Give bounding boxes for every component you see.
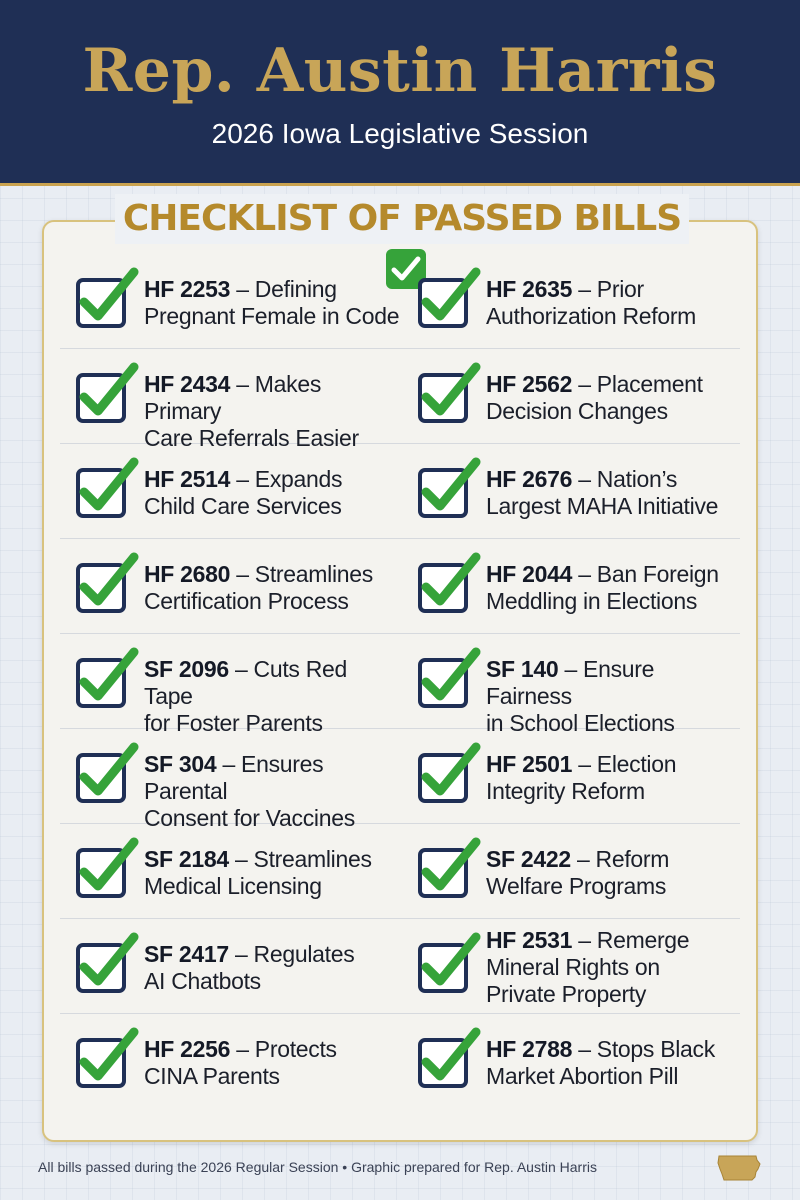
bill-text bbox=[144, 466, 400, 520]
bill-description: – Prior bbox=[572, 276, 644, 302]
bill-item bbox=[402, 1014, 742, 1109]
bill-code: HF 2635 bbox=[486, 276, 573, 302]
checked-box-icon bbox=[76, 1028, 126, 1078]
bill-description: – Ban Foreign bbox=[572, 561, 719, 587]
bill-item bbox=[402, 919, 742, 1014]
bill-description: – Ensures Parental bbox=[144, 751, 324, 804]
footer-note: All bills passed during the 2026 Regular Session • Graphic prepared for Rep. Austin Harris bbox=[38, 1159, 597, 1175]
bill-item bbox=[60, 634, 400, 736]
bill-code: HF 2676 bbox=[486, 466, 573, 492]
bill-description: – Placement bbox=[572, 371, 703, 397]
bill-item bbox=[60, 349, 400, 451]
checked-box-icon bbox=[76, 553, 126, 603]
bill-description: – Streamlines bbox=[228, 846, 372, 872]
bill-code: SF 2422 bbox=[486, 846, 571, 872]
bill-description: Meddling in Elections bbox=[486, 588, 698, 614]
bill-text bbox=[144, 846, 400, 900]
bill-description: – Nation’s bbox=[572, 466, 678, 492]
bill-description: – Reform bbox=[570, 846, 670, 872]
checklist-row bbox=[60, 1014, 740, 1109]
checklist-title-wrap bbox=[112, 194, 692, 244]
bill-checklist bbox=[60, 254, 740, 1124]
bill-item bbox=[402, 729, 742, 824]
checked-box-icon bbox=[76, 933, 126, 983]
bill-text bbox=[486, 927, 742, 1008]
bill-item bbox=[402, 444, 742, 539]
bill-code: SF 304 bbox=[144, 751, 217, 777]
checked-box-icon bbox=[76, 743, 126, 793]
bill-description: Decision Changes bbox=[486, 398, 668, 424]
bill-description: Largest MAHA Initiative bbox=[486, 493, 719, 519]
bill-description: Child Care Services bbox=[144, 493, 342, 519]
checklist-title: CHECKLIST OF PASSED BILLS bbox=[115, 194, 689, 244]
bill-text bbox=[144, 561, 400, 615]
bill-text bbox=[144, 656, 400, 737]
checked-box-icon bbox=[418, 743, 468, 793]
bill-description: Pregnant Female in Code bbox=[144, 303, 400, 329]
bill-description: Welfare Programs bbox=[486, 873, 667, 899]
bill-description: Consent for Vaccines bbox=[144, 805, 355, 831]
checklist-row bbox=[60, 729, 740, 831]
bill-description: AI Chatbots bbox=[144, 968, 261, 994]
bill-description: Certification Process bbox=[144, 588, 349, 614]
checklist-row bbox=[60, 539, 740, 634]
bill-item bbox=[60, 254, 400, 349]
bill-code: SF 2417 bbox=[144, 941, 229, 967]
bill-code: SF 2184 bbox=[144, 846, 229, 872]
checked-box-icon bbox=[418, 1028, 468, 1078]
bill-text bbox=[486, 466, 742, 520]
checked-box-icon bbox=[76, 648, 126, 698]
bill-description: Integrity Reform bbox=[486, 778, 645, 804]
bill-item bbox=[60, 539, 400, 634]
checked-box-icon bbox=[76, 838, 126, 888]
bill-code: HF 2788 bbox=[486, 1036, 573, 1062]
bill-item bbox=[402, 824, 742, 919]
bill-description: Market Abortion Pill bbox=[486, 1063, 679, 1089]
bill-item bbox=[402, 539, 742, 634]
bill-code: HF 2253 bbox=[144, 276, 231, 302]
bill-description: CINA Parents bbox=[144, 1063, 280, 1089]
bill-item bbox=[402, 254, 742, 349]
bill-code: SF 140 bbox=[486, 656, 559, 682]
bill-description: – Cuts Red Tape bbox=[144, 656, 348, 709]
bill-text bbox=[144, 276, 400, 330]
bill-description: – Protects bbox=[230, 1036, 337, 1062]
checked-box-icon bbox=[418, 363, 468, 413]
bill-item bbox=[402, 349, 742, 444]
bill-item bbox=[60, 919, 400, 1014]
bill-description: Authorization Reform bbox=[486, 303, 697, 329]
page-title: Rep. Austin Harris bbox=[82, 36, 718, 106]
bill-text bbox=[486, 656, 742, 737]
checklist-row bbox=[60, 634, 740, 736]
bill-code: HF 2514 bbox=[144, 466, 231, 492]
bill-item bbox=[60, 1014, 400, 1109]
bill-text bbox=[486, 751, 742, 805]
bill-code: SF 2096 bbox=[144, 656, 229, 682]
bill-text bbox=[486, 1036, 742, 1090]
bill-code: HF 2256 bbox=[144, 1036, 231, 1062]
bill-item bbox=[402, 634, 742, 736]
bill-description: Mineral Rights on bbox=[486, 954, 660, 980]
bill-text bbox=[144, 371, 400, 452]
bill-text bbox=[144, 1036, 400, 1090]
bill-code: HF 2044 bbox=[486, 561, 573, 587]
checklist-row bbox=[60, 254, 740, 349]
bill-code: HF 2501 bbox=[486, 751, 573, 777]
bill-description: – Election bbox=[572, 751, 677, 777]
checklist-row bbox=[60, 824, 740, 919]
checked-box-icon bbox=[418, 458, 468, 508]
iowa-state-outline-icon bbox=[716, 1152, 762, 1184]
checked-box-icon bbox=[418, 933, 468, 983]
bill-code: HF 2531 bbox=[486, 927, 573, 953]
bill-description: – Streamlines bbox=[230, 561, 373, 587]
bill-text bbox=[486, 561, 742, 615]
bill-text bbox=[486, 371, 742, 425]
checklist-row bbox=[60, 919, 740, 1014]
bill-code: HF 2434 bbox=[144, 371, 231, 397]
checked-box-icon bbox=[76, 268, 126, 318]
bill-text bbox=[486, 276, 742, 330]
bill-code: HF 2562 bbox=[486, 371, 573, 397]
header-banner bbox=[0, 0, 800, 186]
bill-description: – Stops Black bbox=[572, 1036, 715, 1062]
bill-description: – Makes Primary bbox=[144, 371, 322, 424]
bill-description: – Regulates bbox=[228, 941, 355, 967]
bill-item bbox=[60, 729, 400, 831]
bill-text bbox=[486, 846, 742, 900]
bill-description: – Expands bbox=[230, 466, 343, 492]
bill-code: HF 2680 bbox=[144, 561, 231, 587]
bill-item bbox=[60, 444, 400, 539]
checked-box-icon bbox=[418, 553, 468, 603]
checked-box-icon bbox=[418, 838, 468, 888]
bill-text bbox=[144, 751, 400, 832]
checklist-row bbox=[60, 349, 740, 451]
checked-box-icon bbox=[76, 458, 126, 508]
page-subtitle: 2026 Iowa Legislative Session bbox=[211, 118, 589, 149]
bill-text bbox=[144, 941, 400, 995]
checked-box-icon bbox=[418, 268, 468, 318]
bill-description: – Ensure Fairness bbox=[486, 656, 655, 709]
checklist-row bbox=[60, 444, 740, 539]
bill-description: – Defining bbox=[230, 276, 337, 302]
bill-description: Care Referrals Easier bbox=[144, 425, 359, 451]
checked-box-icon bbox=[76, 363, 126, 413]
checked-box-icon bbox=[418, 648, 468, 698]
bill-description: for Foster Parents bbox=[144, 710, 323, 736]
bill-description: Medical Licensing bbox=[144, 873, 322, 899]
bill-description: Private Property bbox=[486, 981, 647, 1007]
bill-description: in School Elections bbox=[486, 710, 675, 736]
bill-item bbox=[60, 824, 400, 919]
bill-description: – Remerge bbox=[572, 927, 690, 953]
